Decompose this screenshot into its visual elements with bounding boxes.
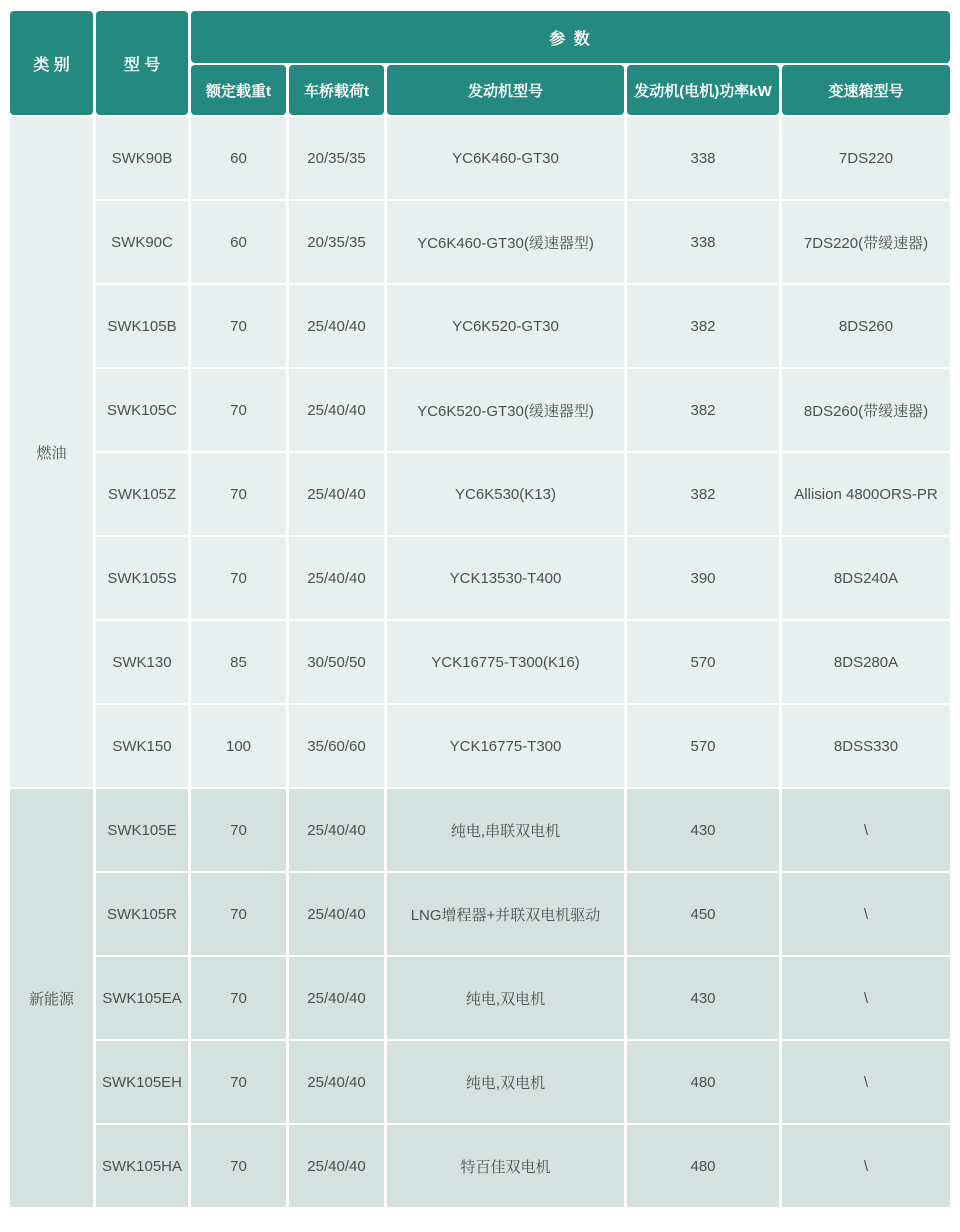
cell-rated-load: 60 [191, 117, 286, 199]
cell-power: 338 [627, 201, 779, 283]
cell-axle-load: 25/40/40 [289, 537, 384, 619]
header-power: 发动机(电机)功率kW [627, 65, 779, 115]
table-row [10, 957, 950, 1039]
cell-gearbox: \ [782, 789, 950, 871]
cell-gearbox: \ [782, 873, 950, 955]
header-params-group: 参 数 [191, 11, 950, 63]
table-row [10, 705, 950, 787]
cell-gearbox: \ [782, 1041, 950, 1123]
cell-model: SWK105Z [96, 453, 188, 535]
cell-power: 382 [627, 369, 779, 451]
header-engine-model: 发动机型号 [387, 65, 624, 115]
cell-rated-load: 70 [191, 453, 286, 535]
cell-power: 570 [627, 705, 779, 787]
cell-axle-load: 20/35/35 [289, 201, 384, 283]
header-rated-load: 额定载重t [191, 65, 286, 115]
cell-rated-load: 85 [191, 621, 286, 703]
table-row [10, 789, 950, 871]
cell-rated-load: 70 [191, 957, 286, 1039]
cell-axle-load: 35/60/60 [289, 705, 384, 787]
table-row [10, 453, 950, 535]
cell-model: SWK105HA [96, 1125, 188, 1207]
cell-engine-model: YC6K460-GT30 [387, 117, 624, 199]
cell-engine-model: YC6K520-GT30(缓速器型) [387, 369, 624, 451]
cell-axle-load: 30/50/50 [289, 621, 384, 703]
header-axle-load: 车桥载荷t [289, 65, 384, 115]
cell-gearbox: Allision 4800ORS-PR [782, 453, 950, 535]
table-row [10, 1041, 950, 1123]
cell-rated-load: 70 [191, 873, 286, 955]
cell-engine-model: YCK13530-T400 [387, 537, 624, 619]
cell-gearbox: 7DS220(带缓速器) [782, 201, 950, 283]
cell-axle-load: 25/40/40 [289, 1125, 384, 1207]
cell-power: 570 [627, 621, 779, 703]
cell-engine-model: YCK16775-T300 [387, 705, 624, 787]
cell-gearbox: \ [782, 1125, 950, 1207]
cell-rated-load: 70 [191, 789, 286, 871]
header-gearbox: 变速箱型号 [782, 65, 950, 115]
cell-gearbox: \ [782, 957, 950, 1039]
cell-axle-load: 25/40/40 [289, 369, 384, 451]
category-cell: 燃油 [10, 117, 93, 787]
cell-model: SWK105EH [96, 1041, 188, 1123]
cell-rated-load: 70 [191, 1041, 286, 1123]
table-row [10, 369, 950, 451]
cell-gearbox: 8DS240A [782, 537, 950, 619]
cell-engine-model: YC6K460-GT30(缓速器型) [387, 201, 624, 283]
cell-model: SWK90C [96, 201, 188, 283]
category-cell: 新能源 [10, 789, 93, 1207]
table-row [10, 1125, 950, 1207]
cell-engine-model: 特百佳双电机 [387, 1125, 624, 1207]
cell-gearbox: 8DSS330 [782, 705, 950, 787]
cell-model: SWK105E [96, 789, 188, 871]
table-row [10, 621, 950, 703]
cell-axle-load: 20/35/35 [289, 117, 384, 199]
cell-model: SWK105S [96, 537, 188, 619]
cell-rated-load: 100 [191, 705, 286, 787]
table-row [10, 285, 950, 367]
cell-gearbox: 8DS260(带缓速器) [782, 369, 950, 451]
cell-power: 430 [627, 957, 779, 1039]
table-row [10, 201, 950, 283]
spec-table [7, 9, 953, 1209]
cell-model: SWK150 [96, 705, 188, 787]
cell-rated-load: 70 [191, 1125, 286, 1207]
cell-engine-model: YCK16775-T300(K16) [387, 621, 624, 703]
table-row [10, 873, 950, 955]
cell-axle-load: 25/40/40 [289, 873, 384, 955]
cell-axle-load: 25/40/40 [289, 1041, 384, 1123]
cell-power: 480 [627, 1125, 779, 1207]
cell-axle-load: 25/40/40 [289, 285, 384, 367]
cell-engine-model: 纯电,串联双电机 [387, 789, 624, 871]
cell-gearbox: 8DS260 [782, 285, 950, 367]
cell-power: 382 [627, 285, 779, 367]
cell-axle-load: 25/40/40 [289, 453, 384, 535]
header-category: 类 别 [10, 11, 93, 115]
table-body [10, 117, 950, 1207]
cell-power: 450 [627, 873, 779, 955]
header-model: 型 号 [96, 11, 188, 115]
cell-gearbox: 7DS220 [782, 117, 950, 199]
cell-model: SWK105B [96, 285, 188, 367]
cell-engine-model: LNG增程器+并联双电机驱动 [387, 873, 624, 955]
cell-engine-model: 纯电,双电机 [387, 1041, 624, 1123]
cell-rated-load: 70 [191, 537, 286, 619]
cell-power: 430 [627, 789, 779, 871]
cell-power: 338 [627, 117, 779, 199]
cell-model: SWK105R [96, 873, 188, 955]
table-row [10, 537, 950, 619]
cell-engine-model: YC6K530(K13) [387, 453, 624, 535]
table-row [10, 117, 950, 199]
cell-rated-load: 70 [191, 369, 286, 451]
page [0, 9, 960, 1232]
cell-model: SWK90B [96, 117, 188, 199]
table-header [10, 11, 950, 115]
cell-rated-load: 70 [191, 285, 286, 367]
cell-power: 480 [627, 1041, 779, 1123]
cell-rated-load: 60 [191, 201, 286, 283]
cell-model: SWK130 [96, 621, 188, 703]
cell-axle-load: 25/40/40 [289, 957, 384, 1039]
cell-axle-load: 25/40/40 [289, 789, 384, 871]
cell-model: SWK105EA [96, 957, 188, 1039]
cell-model: SWK105C [96, 369, 188, 451]
cell-engine-model: YC6K520-GT30 [387, 285, 624, 367]
cell-engine-model: 纯电,双电机 [387, 957, 624, 1039]
cell-power: 390 [627, 537, 779, 619]
cell-gearbox: 8DS280A [782, 621, 950, 703]
cell-power: 382 [627, 453, 779, 535]
